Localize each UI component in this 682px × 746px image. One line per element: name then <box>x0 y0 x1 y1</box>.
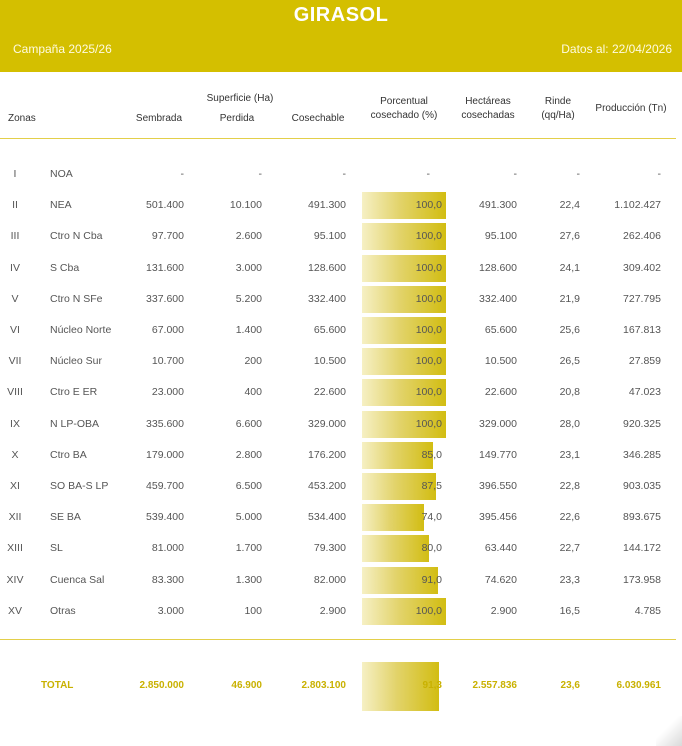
cosechable-cell: 491.300 <box>308 199 346 212</box>
hectareas-cell: 95.100 <box>484 230 517 243</box>
hectareas-cell: 332.400 <box>479 292 517 305</box>
rinde-cell: 24,1 <box>559 261 580 274</box>
table-row <box>0 346 682 377</box>
total-rinde: 23,6 <box>560 680 580 691</box>
table-row <box>0 253 682 284</box>
total-pct: 91,3 <box>422 680 442 691</box>
rinde-cell: 16,5 <box>559 604 580 617</box>
zone-name: SL <box>50 542 63 555</box>
sembrada-cell: 501.400 <box>146 199 184 212</box>
cosechable-cell: 10.500 <box>313 355 346 368</box>
rinde-cell: 22,7 <box>559 542 580 555</box>
zone-number: X <box>11 448 19 461</box>
total-label: TOTAL <box>41 680 74 691</box>
table-row <box>0 502 682 533</box>
cosechable-cell: 534.400 <box>308 511 346 524</box>
zone-name: S Cba <box>50 261 80 274</box>
perdida-cell: 1.400 <box>235 324 262 336</box>
zone-name: Ctro BA <box>50 448 87 461</box>
cosechable-cell: 82.000 <box>313 573 346 586</box>
sembrada-cell: 131.600 <box>146 261 184 274</box>
perdida-cell: 10.100 <box>229 199 262 212</box>
cosechable-cell: 453.200 <box>308 480 346 492</box>
perdida-cell: 6.600 <box>235 417 262 430</box>
table-row <box>0 533 682 564</box>
rinde-cell: 22,4 <box>559 199 580 212</box>
sembrada-cell: 97.700 <box>151 230 184 243</box>
zone-number: IX <box>10 417 20 430</box>
hectareas-cell: 329.000 <box>479 417 517 430</box>
cosechable-cell: 79.300 <box>313 542 346 555</box>
total-produccion: 6.030.961 <box>616 680 661 691</box>
cosechable-cell: 22.600 <box>313 386 346 399</box>
rinde-cell: - <box>576 168 580 180</box>
zone-number: XI <box>10 480 20 492</box>
col-header-porcentual <box>358 95 450 123</box>
sembrada-cell: 337.600 <box>146 292 184 305</box>
table-row <box>0 190 682 221</box>
table-row <box>0 471 682 502</box>
col-header-rinde-line1: Rinde <box>544 96 572 107</box>
sembrada-cell: 67.000 <box>151 324 184 336</box>
produccion-cell: 346.285 <box>623 448 661 461</box>
sembrada-cell: 23.000 <box>151 386 184 399</box>
col-header-hectareas-line1: Hectáreas <box>465 96 511 107</box>
perdida-cell: 200 <box>244 355 262 368</box>
zone-number: III <box>10 230 20 243</box>
produccion-cell: 727.795 <box>623 292 661 305</box>
hectareas-cell: 63.440 <box>484 542 517 555</box>
total-perdida: 46.900 <box>231 680 262 691</box>
zone-name: NEA <box>50 199 72 212</box>
col-header-rinde-line2: (qq/Ha) <box>541 110 575 121</box>
table-row <box>0 159 682 190</box>
rinde-cell: 27,6 <box>559 230 580 243</box>
cosechable-cell: - <box>342 168 346 180</box>
produccion-cell: 4.785 <box>634 604 661 617</box>
sembrada-cell: 83.300 <box>151 573 184 586</box>
rinde-cell: 22,8 <box>559 480 580 492</box>
pct-cell: 100,0 <box>415 604 442 617</box>
perdida-cell: 6.500 <box>235 480 262 492</box>
zone-number: II <box>12 199 18 212</box>
hectareas-cell: 65.600 <box>484 324 517 336</box>
sembrada-cell: 81.000 <box>151 542 184 555</box>
col-header-cosechable: Cosechable <box>291 113 345 124</box>
total-divider <box>0 639 676 640</box>
hectareas-cell: 395.456 <box>479 511 517 524</box>
campaign-label: Campaña 2025/26 <box>13 42 112 56</box>
pct-cell: 100,0 <box>415 324 442 336</box>
zone-number: IV <box>10 261 20 274</box>
pct-cell: 100,0 <box>415 199 442 212</box>
hectareas-cell: 22.600 <box>484 386 517 399</box>
perdida-cell: - <box>258 168 262 180</box>
cosechable-cell: 2.900 <box>319 604 346 617</box>
hectareas-cell: 128.600 <box>479 261 517 274</box>
hectareas-cell: - <box>513 168 517 180</box>
col-header-superficie: Superficie (Ha) <box>206 93 274 104</box>
zone-name: NOA <box>50 168 73 180</box>
sembrada-cell: 335.600 <box>146 417 184 430</box>
produccion-cell: 309.402 <box>623 261 661 274</box>
rinde-cell: 21,9 <box>559 292 580 305</box>
hectareas-cell: 396.550 <box>479 480 517 492</box>
hectareas-cell: 149.770 <box>479 448 517 461</box>
col-header-rinde <box>532 95 584 123</box>
zone-number: XIII <box>7 542 23 555</box>
rinde-cell: 23,3 <box>559 573 580 586</box>
produccion-cell: 144.172 <box>623 542 661 555</box>
perdida-cell: 3.000 <box>235 261 262 274</box>
produccion-cell: - <box>657 168 661 180</box>
sembrada-cell: 10.700 <box>151 355 184 368</box>
zone-number: I <box>13 168 17 180</box>
page-curl-decoration <box>656 716 682 746</box>
table-row <box>0 377 682 408</box>
col-header-porcentual-line2: cosechado (%) <box>370 110 438 121</box>
total-hectareas: 2.557.836 <box>472 680 517 691</box>
perdida-cell: 5.200 <box>235 292 262 305</box>
produccion-cell: 262.406 <box>623 230 661 243</box>
produccion-cell: 903.035 <box>623 480 661 492</box>
total-cosechable: 2.803.100 <box>301 680 346 691</box>
zone-number: V <box>11 292 19 305</box>
pct-cell: 100,0 <box>415 292 442 305</box>
table-row <box>0 409 682 440</box>
sembrada-cell: 459.700 <box>146 480 184 492</box>
col-header-sembrada: Sembrada <box>135 113 183 124</box>
perdida-cell: 100 <box>244 604 262 617</box>
zone-name: Núcleo Sur <box>50 355 102 368</box>
zone-name: Ctro N SFe <box>50 292 103 305</box>
hectareas-cell: 2.900 <box>490 604 517 617</box>
table-row <box>0 596 682 627</box>
col-header-hectareas-line2: cosechadas <box>461 110 515 121</box>
cosechable-cell: 95.100 <box>313 230 346 243</box>
cosechable-cell: 176.200 <box>308 448 346 461</box>
table-row <box>0 315 682 346</box>
cosechable-cell: 329.000 <box>308 417 346 430</box>
pct-cell: 91,0 <box>421 573 442 586</box>
rinde-cell: 23,1 <box>559 448 580 461</box>
produccion-cell: 1.102.427 <box>614 199 661 212</box>
zone-number: XIV <box>6 573 24 586</box>
produccion-cell: 920.325 <box>623 417 661 430</box>
sembrada-cell: 539.400 <box>146 511 184 524</box>
rinde-cell: 22,6 <box>559 511 580 524</box>
perdida-cell: 2.600 <box>235 230 262 243</box>
col-header-zonas: Zonas <box>8 113 36 124</box>
hectareas-cell: 491.300 <box>479 199 517 212</box>
zone-number: XII <box>8 511 22 524</box>
produccion-cell: 173.958 <box>623 573 661 586</box>
perdida-cell: 1.700 <box>235 542 262 555</box>
sembrada-cell: - <box>180 168 184 180</box>
col-header-porcentual-line1: Porcentual <box>380 96 428 107</box>
rinde-cell: 26,5 <box>559 355 580 368</box>
zone-number: VII <box>8 355 22 368</box>
zone-name: N LP-OBA <box>50 417 100 430</box>
header-divider <box>0 138 676 139</box>
cosechable-cell: 65.600 <box>313 324 346 336</box>
pct-cell: 85,0 <box>421 448 442 461</box>
hectareas-cell: 10.500 <box>484 355 517 368</box>
zone-name: SO BA-S LP <box>50 480 109 492</box>
sembrada-cell: 3.000 <box>157 604 184 617</box>
zone-name: SE BA <box>50 511 81 524</box>
pct-cell: 100,0 <box>415 261 442 274</box>
rinde-cell: 28,0 <box>559 417 580 430</box>
hectareas-cell: 74.620 <box>484 573 517 586</box>
produccion-cell: 27.859 <box>628 355 661 368</box>
col-header-hectareas <box>452 95 524 123</box>
rinde-cell: 20,8 <box>559 386 580 399</box>
table-row <box>0 565 682 596</box>
col-header-perdida: Perdida <box>219 113 255 124</box>
produccion-cell: 167.813 <box>623 324 661 336</box>
col-header-produccion: Producción (Tn) <box>595 103 667 114</box>
pct-cell: 74,0 <box>421 511 442 524</box>
zone-name: Otras <box>50 604 76 617</box>
zone-name: Ctro N Cba <box>50 230 103 243</box>
zone-number: VIII <box>7 386 23 399</box>
perdida-cell: 400 <box>244 386 262 399</box>
cosechable-cell: 128.600 <box>308 261 346 274</box>
table-row <box>0 284 682 315</box>
zone-name: Ctro E ER <box>50 386 98 399</box>
total-sembrada: 2.850.000 <box>139 680 184 691</box>
produccion-cell: 893.675 <box>623 511 661 524</box>
page-title: GIRASOL <box>293 4 389 26</box>
perdida-cell: 2.800 <box>235 448 262 461</box>
sembrada-cell: 179.000 <box>146 448 184 461</box>
perdida-cell: 5.000 <box>235 511 262 524</box>
zone-number: XV <box>7 604 22 617</box>
pct-cell: - <box>426 168 430 180</box>
table-row <box>0 221 682 252</box>
cosechable-cell: 332.400 <box>308 292 346 305</box>
perdida-cell: 1.300 <box>235 573 262 586</box>
pct-cell: 100,0 <box>415 417 442 430</box>
zone-name: Cuenca Sal <box>50 573 105 586</box>
pct-cell: 87,5 <box>421 480 442 492</box>
pct-cell: 100,0 <box>415 230 442 243</box>
table-row <box>0 440 682 471</box>
data-date-label: Datos al: 22/04/2026 <box>561 42 672 56</box>
pct-cell: 100,0 <box>415 355 442 368</box>
rinde-cell: 25,6 <box>559 324 580 336</box>
zone-name: Núcleo Norte <box>50 324 112 336</box>
pct-cell: 80,0 <box>421 542 442 555</box>
produccion-cell: 47.023 <box>628 386 661 399</box>
total-row <box>0 660 682 712</box>
zone-number: VI <box>10 324 20 336</box>
title-banner <box>0 0 682 72</box>
pct-cell: 100,0 <box>415 386 442 399</box>
